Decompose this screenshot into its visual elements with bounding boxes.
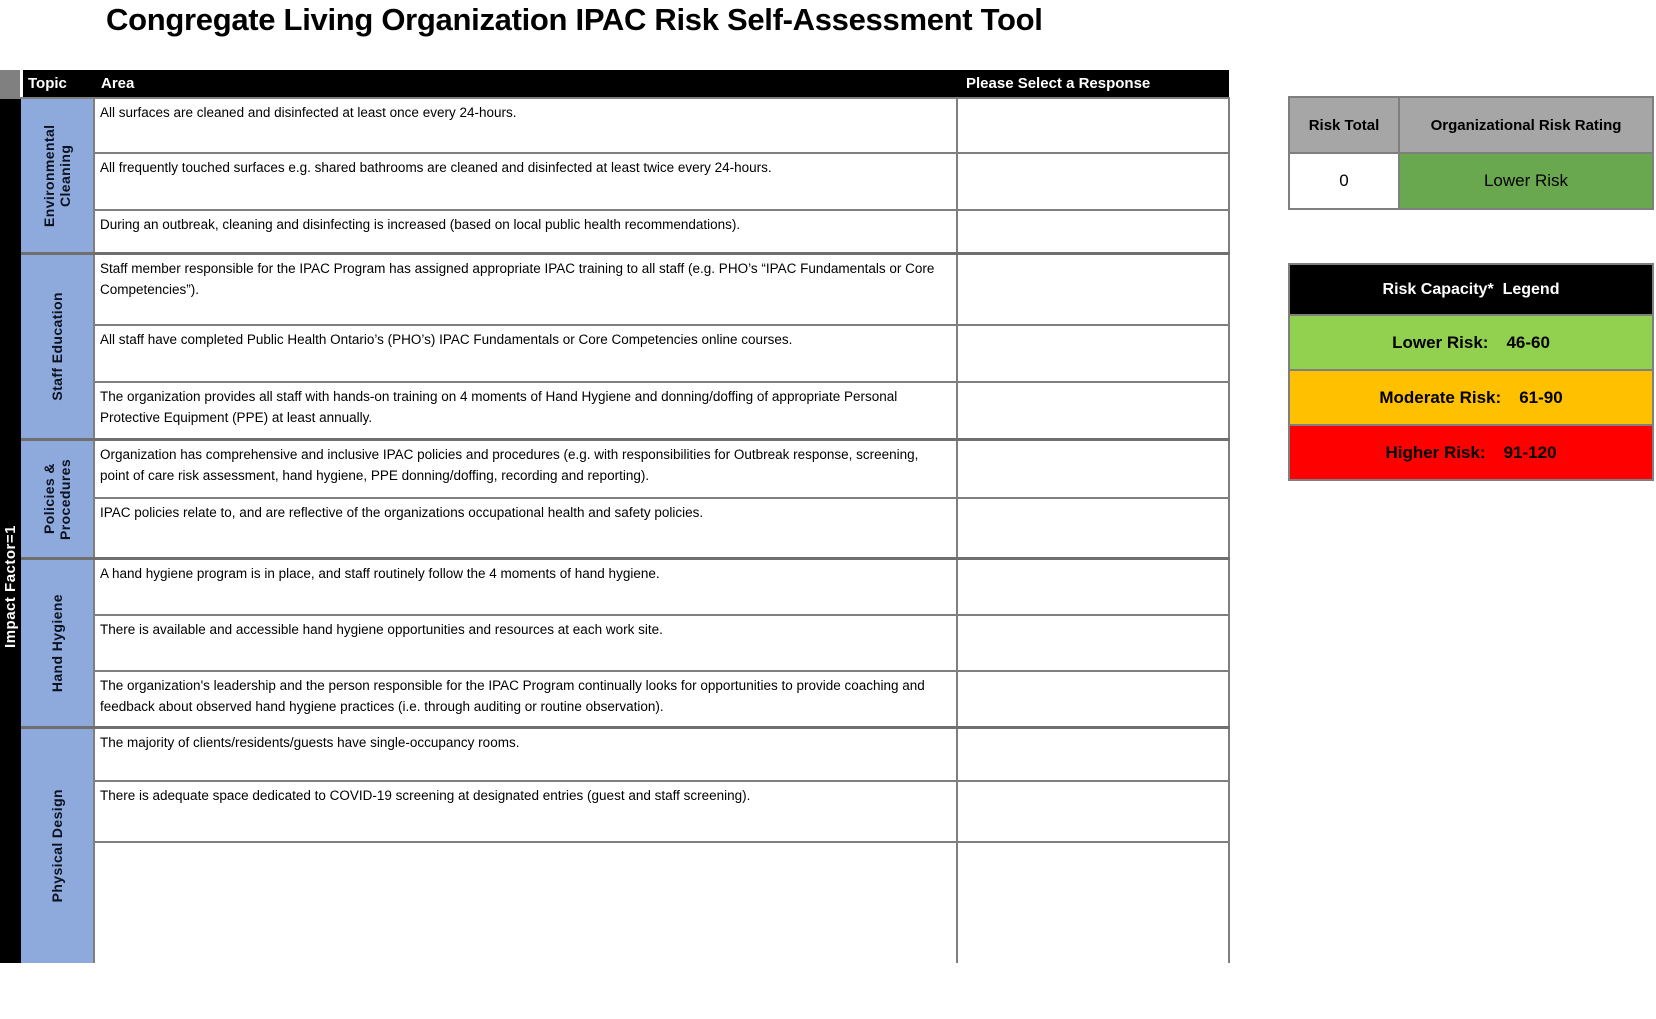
table-row xyxy=(95,841,1230,963)
table-row xyxy=(95,324,1230,381)
topic-label: Environmental Cleaning xyxy=(40,124,73,227)
legend-row-range: 61-90 xyxy=(1519,387,1563,407)
legend-row-label: Lower Risk: xyxy=(1392,332,1489,352)
table-row xyxy=(95,381,1230,438)
legend-rows xyxy=(1290,314,1652,479)
table-row xyxy=(95,497,1230,557)
table-row xyxy=(95,441,1230,497)
risk-legend xyxy=(1288,263,1654,481)
table-row xyxy=(95,729,1230,780)
topic-cell xyxy=(21,560,95,726)
risk-rating-header: Organizational Risk Rating xyxy=(1400,98,1652,152)
response-cell[interactable] xyxy=(958,499,1230,557)
response-cell[interactable] xyxy=(958,560,1230,614)
topic-cell xyxy=(21,729,95,963)
response-cell[interactable] xyxy=(958,843,1230,963)
topic-group xyxy=(21,557,1230,726)
topic-label: Staff Education xyxy=(48,292,65,401)
risk-total-value: 0 xyxy=(1290,154,1400,208)
area-cell: The organization provides all staff with hands-on training on 4 moments of Hand Hygiene and donning/doffing of appropriate Personal Protective Equipment (PPE) at least annually. xyxy=(95,383,958,438)
legend-row-label: Moderate Risk: xyxy=(1379,387,1502,407)
area-cell: A hand hygiene program is in place, and staff routinely follow the 4 moments of hand hygiene. xyxy=(95,560,958,614)
response-cell[interactable] xyxy=(958,255,1230,324)
area-cell: All surfaces are cleaned and disinfected at least once every 24-hours. xyxy=(95,99,958,152)
corner-stub-cell xyxy=(0,70,20,97)
risk-rating-value: Lower Risk xyxy=(1400,154,1652,208)
topic-label: Physical Design xyxy=(48,789,65,903)
table-row xyxy=(95,614,1230,670)
area-cell: All frequently touched surfaces e.g. shared bathrooms are cleaned and disinfected at least twice every 24-hours. xyxy=(95,154,958,209)
table-row xyxy=(95,99,1230,152)
column-header-response: Please Select a Response xyxy=(961,70,1229,97)
table-row xyxy=(95,560,1230,614)
column-header-topic: Topic xyxy=(23,70,96,97)
response-cell[interactable] xyxy=(958,211,1230,252)
assessment-table xyxy=(0,70,1230,963)
legend-row-label: Higher Risk: xyxy=(1385,442,1486,462)
table-row xyxy=(95,255,1230,324)
risk-summary-table xyxy=(1288,96,1654,210)
response-cell[interactable] xyxy=(958,99,1230,152)
legend-row-range: 46-60 xyxy=(1506,332,1550,352)
topic-groups xyxy=(21,99,1230,963)
risk-summary-value-row xyxy=(1290,152,1652,208)
page-title: Congregate Living Organization IPAC Risk Self-Assessment Tool xyxy=(106,2,1043,37)
response-cell[interactable] xyxy=(958,441,1230,497)
legend-title: Risk Capacity* Legend xyxy=(1290,265,1652,314)
response-cell[interactable] xyxy=(958,616,1230,670)
legend-row xyxy=(1290,424,1652,479)
area-cell: IPAC policies relate to, and are reflective of the organizations occupational health and safety policies. xyxy=(95,499,958,557)
column-header-area: Area xyxy=(96,70,961,97)
legend-row xyxy=(1290,314,1652,369)
table-row xyxy=(95,670,1230,726)
area-cell: There is adequate space dedicated to COVID-19 screening at designated entries (guest and staff screening). xyxy=(95,782,958,841)
topic-group xyxy=(21,438,1230,557)
area-cell: The organization's leadership and the person responsible for the IPAC Program continually looks for opportunities to provide coaching and feedback about observed hand hygiene practices (i.e. through auditing or routine observation). xyxy=(95,672,958,726)
area-cell: Organization has comprehensive and inclusive IPAC policies and procedures (e.g. with responsibilities for Outbreak response, screening, point of care risk assessment, hand hygiene, PPE donning/doffing, recording and reporting). xyxy=(95,441,958,497)
topic-label: Hand Hygiene xyxy=(48,593,65,693)
risk-summary-header-row xyxy=(1290,98,1652,152)
area-cell: Staff member responsible for the IPAC Program has assigned appropriate IPAC training to all staff (e.g. PHO’s “IPAC Fundamentals or Core Competencies”). xyxy=(95,255,958,324)
table-header-row xyxy=(0,70,1230,97)
risk-total-header: Risk Total xyxy=(1290,98,1400,152)
legend-row xyxy=(1290,369,1652,424)
response-cell[interactable] xyxy=(958,326,1230,381)
topic-group xyxy=(21,726,1230,963)
topic-cell xyxy=(21,255,95,438)
impact-factor-label: Impact Factor=1 xyxy=(1,524,19,648)
topic-group xyxy=(21,99,1230,252)
impact-factor-bar xyxy=(0,99,21,963)
response-cell[interactable] xyxy=(958,383,1230,438)
response-cell[interactable] xyxy=(958,782,1230,841)
legend-row-range: 91-120 xyxy=(1503,442,1557,462)
area-cell: There is available and accessible hand hygiene opportunities and resources at each work site. xyxy=(95,616,958,670)
area-cell: All staff have completed Public Health Ontario’s (PHO’s) IPAC Fundamentals or Core Competencies online courses. xyxy=(95,326,958,381)
table-row xyxy=(95,209,1230,252)
response-cell[interactable] xyxy=(958,729,1230,780)
topic-cell xyxy=(21,441,95,557)
table-row xyxy=(95,152,1230,209)
area-cell xyxy=(95,843,958,963)
topic-group xyxy=(21,252,1230,438)
area-cell: During an outbreak, cleaning and disinfecting is increased (based on local public health recommendations). xyxy=(95,211,958,252)
topic-cell xyxy=(21,99,95,252)
table-row xyxy=(95,780,1230,841)
table-body xyxy=(0,97,1230,963)
topic-label: Policies & Procedures xyxy=(40,458,73,540)
response-cell[interactable] xyxy=(958,154,1230,209)
response-cell[interactable] xyxy=(958,672,1230,726)
area-cell: The majority of clients/residents/guests have single-occupancy rooms. xyxy=(95,729,958,780)
